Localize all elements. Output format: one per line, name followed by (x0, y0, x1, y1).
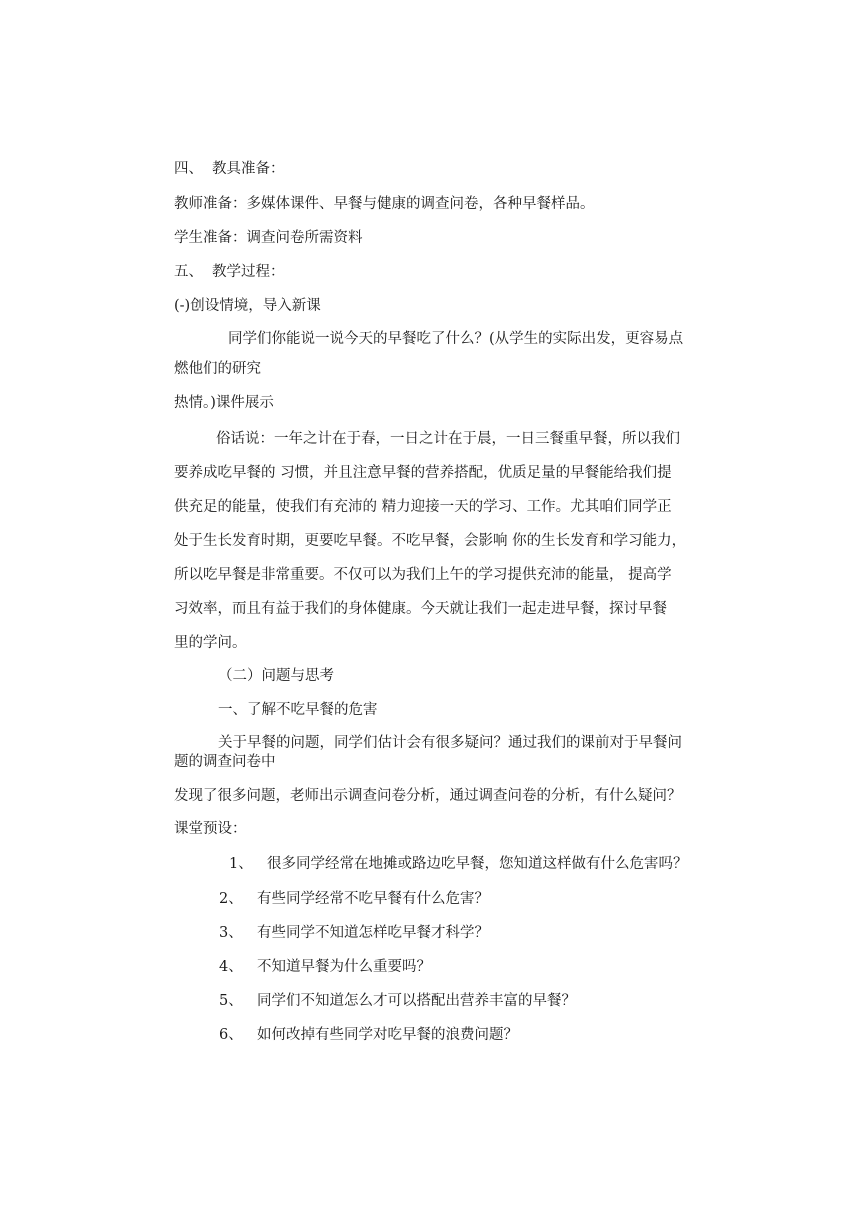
section-5-title: 教学过程： (212, 264, 285, 280)
found-line-1: 发现了很多问题，老师出示调查问卷分析，通过调查问卷的分析，有什么疑问？ (174, 788, 682, 804)
question-1-text: 很多同学经常在地摊或路边吃早餐，您知道这样做有什么危害吗？ (267, 856, 688, 872)
question-6-number: 6、 (219, 1027, 243, 1043)
part-2-heading: （二）问题与思考 (218, 668, 334, 684)
about-line-2: 题的调查问卷中 (174, 754, 276, 770)
question-3 (219, 923, 489, 943)
question-6 (219, 1025, 518, 1045)
question-5-number: 5、 (219, 993, 243, 1009)
saying-line-5: 所以吃早餐是非常重要。不仅可以为我们上午的学习提供充沛的能量， 提高学 (174, 567, 672, 583)
teacher-prep: 教师准备：多媒体课件、早餐与健康的调查问卷，各种早餐样品。 (174, 196, 595, 212)
question-6-text: 如何改掉有些同学对吃早餐的浪费问题？ (257, 1027, 518, 1043)
question-4-number: 4、 (219, 959, 243, 975)
about-line-1: 关于早餐的问题，同学们估计会有很多疑问？通过我们的课前对于早餐问 (218, 735, 682, 751)
saying-line-7: 里的学问。 (174, 635, 247, 651)
question-5 (219, 991, 576, 1011)
question-1-number: 1、 (229, 856, 253, 872)
intro-line-3: 热情。)课件展示 (174, 395, 274, 411)
section-4-number: 四、 (174, 161, 203, 177)
saying-line-4: 处于生长发育时期，更要吃早餐。不吃早餐，会影响 你的生长发育和学习能力， (174, 533, 687, 549)
section-4-title: 教具准备： (212, 161, 285, 177)
question-3-text: 有些同学不知道怎样吃早餐才科学？ (257, 925, 489, 941)
question-1 (229, 854, 688, 874)
saying-line-6: 习效率，而且有益于我们的身体健康。今天就让我们一起走进早餐，探讨早餐 (174, 601, 667, 617)
saying-line-3: 供充足的能量，使我们有充沛的 精力迎接一天的学习、工作。尤其咱们同学正 (174, 499, 672, 515)
question-2 (219, 889, 489, 909)
saying-line-2: 要养成吃早餐的 习惯，并且注意早餐的营养搭配，优质足量的早餐能给我们提 (174, 465, 672, 481)
student-prep: 学生准备：调查问卷所需资料 (174, 230, 363, 246)
preset-label: 课堂预设： (174, 821, 247, 837)
part-1-heading: (-)创设情境，导入新课 (174, 298, 321, 314)
section-5-heading (174, 262, 285, 282)
section-5-number: 五、 (174, 264, 203, 280)
saying-line-1: 俗话说：一年之计在于春，一日之计在于晨，一日三餐重早餐，所以我们 (216, 431, 680, 447)
intro-line-2: 燃他们的研究 (174, 361, 261, 377)
intro-line-1: 同学们你能说一说今天的早餐吃了什么？(从学生的实际出发，更容易点 (228, 331, 684, 347)
question-4-text: 不知道早餐为什么重要吗？ (257, 959, 431, 975)
question-5-text: 同学们不知道怎么才可以搭配出营养丰富的早餐？ (257, 993, 576, 1009)
question-4 (219, 957, 431, 977)
sub-1-heading: 一、了解不吃早餐的危害 (218, 702, 378, 718)
question-3-number: 3、 (219, 925, 243, 941)
question-2-text: 有些同学经常不吃早餐有什么危害？ (257, 891, 489, 907)
question-2-number: 2、 (219, 891, 243, 907)
section-4-heading (174, 159, 285, 179)
